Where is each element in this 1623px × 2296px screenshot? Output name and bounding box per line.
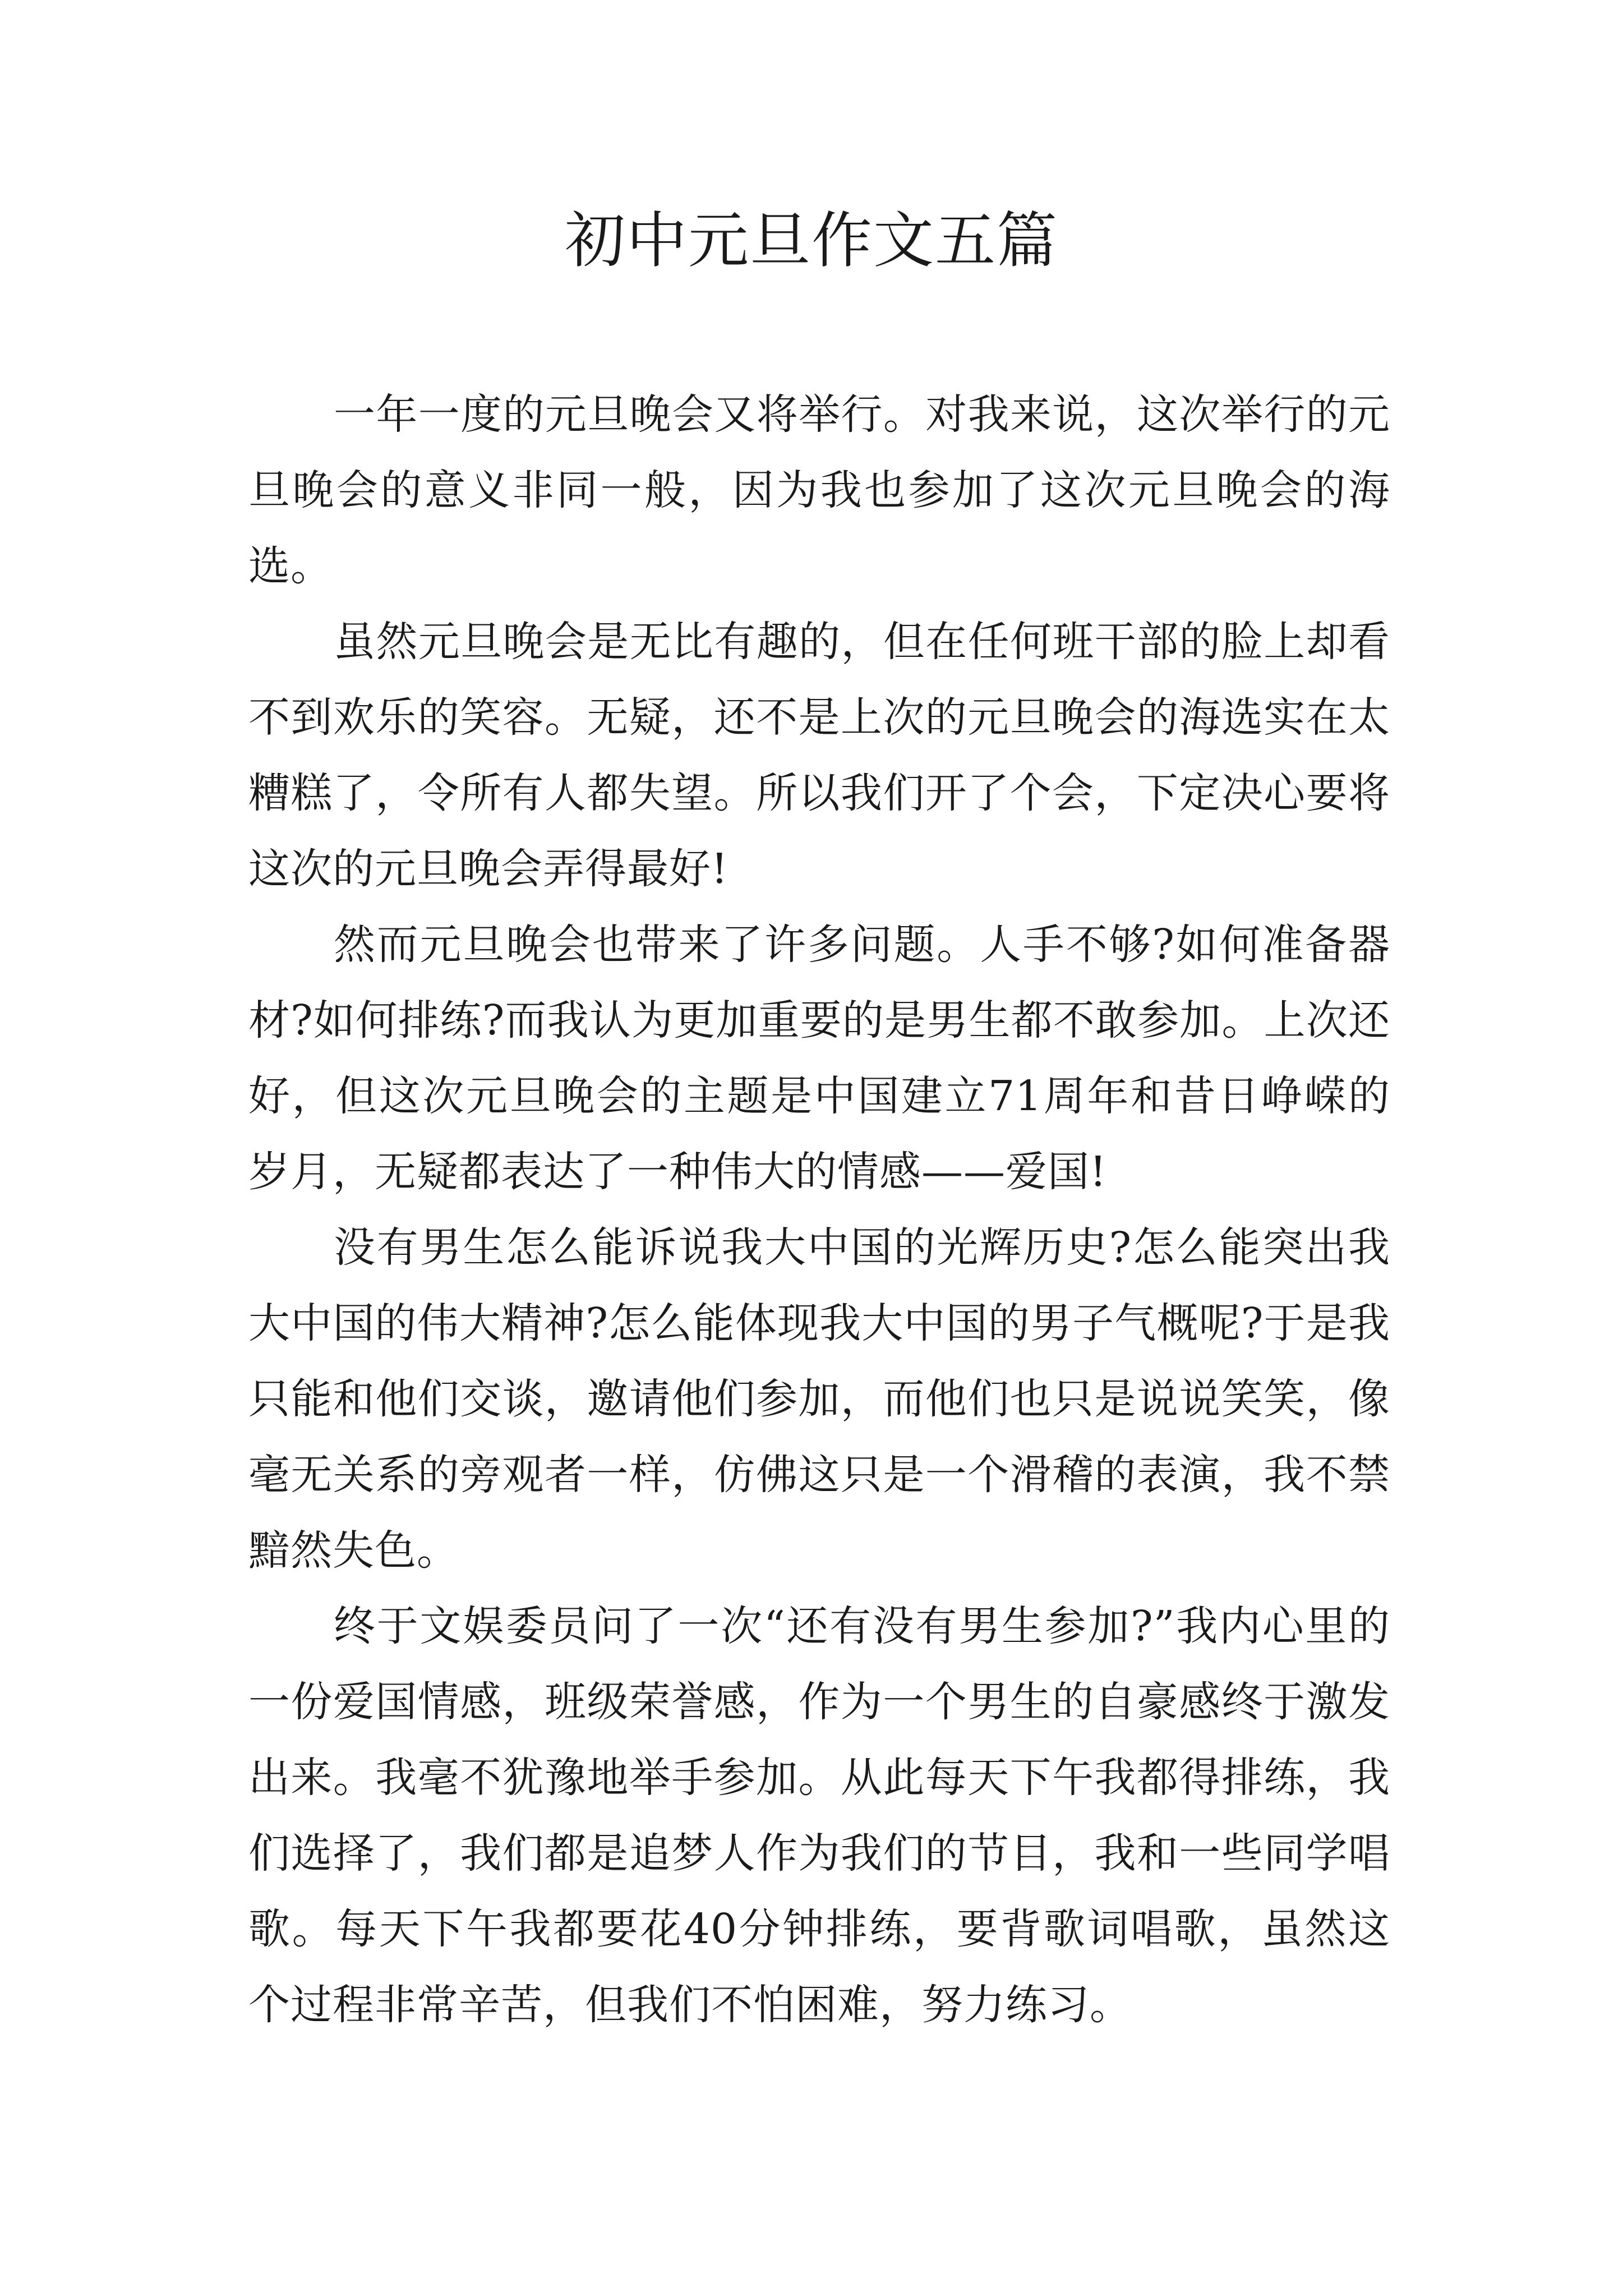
document-body xyxy=(248,377,1390,2043)
paragraph-4: 没有男生怎么能诉说我大中国的光辉历史?怎么能突出我大中国的伟大精神?怎么能体现我大中国的男子气概呢?于是我只能和他们交谈，邀请他们参加，而他们也只是说说笑笑，像毫无关系的旁观者一样，仿佛这只是一个滑稽的表演，我不禁黯然失色。 xyxy=(248,1223,1390,1575)
paragraph-5: 终于文娱委员问了一次“还有没有男生参加?”我内心里的一份爱国情感，班级荣誉感，作为一个男生的自豪感终于激发出来。我毫不犹豫地举手参加。从此每天下午我都得排练，我们选择了，我们都是追梦人作为我们的节目，我和一些同学唱歌。每天下午我都要花40分钟排练，要背歌词唱歌，虽然这个过程非常辛苦，但我们不怕困难，努力练习。 xyxy=(248,1602,1390,2029)
document-title: 初中元旦作文五篇 xyxy=(564,206,1058,276)
paragraph-3: 然而元旦晚会也带来了许多问题。人手不够?如何准备器材?如何排练?而我认为更加重要的是男生都不敢参加。上次还好，但这次元旦晚会的主题是中国建立71周年和昔日峥嵘的岁月，无疑都表达了一种伟大的情感——爱国! xyxy=(248,921,1390,1196)
paragraph-1: 一年一度的元旦晚会又将举行。对我来说，这次举行的元旦晚会的意义非同一般，因为我也参加了这次元旦晚会的海选。 xyxy=(248,390,1390,590)
paragraph-2: 虽然元旦晚会是无比有趣的，但在任何班干部的脸上却看不到欢乐的笑容。无疑，还不是上次的元旦晚会的海选实在太糟糕了，令所有人都失望。所以我们开了个会，下定决心要将这次的元旦晚会弄得最好! xyxy=(248,618,1390,893)
